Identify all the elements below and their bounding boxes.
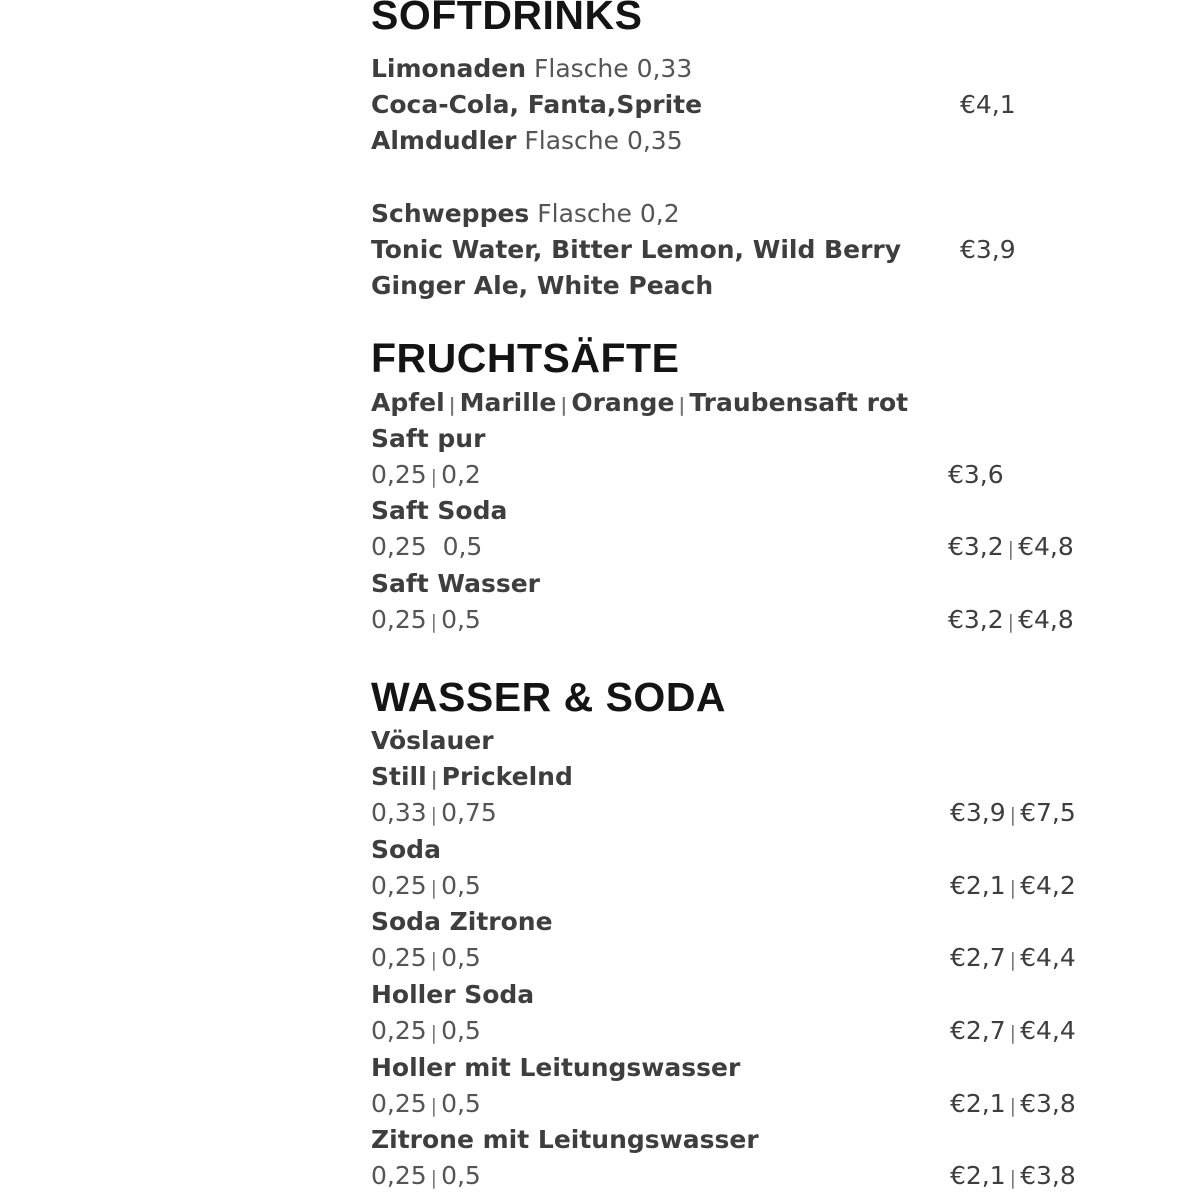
size-large: 0,2 bbox=[441, 460, 481, 489]
separator: | bbox=[430, 611, 438, 633]
size-large: 0,5 bbox=[441, 1089, 481, 1118]
size-large: 0,5 bbox=[441, 1161, 481, 1190]
separator: | bbox=[1009, 1022, 1017, 1044]
price-large: €4,2 bbox=[1020, 871, 1076, 900]
fruchtsaefte-heading: FRUCHTSÄFTE bbox=[371, 335, 680, 381]
size-large: 0,5 bbox=[441, 871, 481, 900]
size-large: 0,5 bbox=[441, 943, 481, 972]
saft-soda-prices bbox=[948, 534, 1074, 559]
holler-leitungswasser-sizes bbox=[371, 1091, 481, 1116]
still-prickelnd-line bbox=[371, 764, 573, 789]
limonaden-line bbox=[371, 56, 692, 81]
price-large: €4,4 bbox=[1020, 943, 1076, 972]
separator: | bbox=[430, 949, 438, 971]
price-small: €3,2 bbox=[948, 605, 1004, 634]
size-small: 0,25 bbox=[371, 460, 427, 489]
price-small: €3,2 bbox=[948, 532, 1004, 561]
separator: | bbox=[430, 1022, 438, 1044]
size-large: 0,5 bbox=[442, 532, 483, 561]
zitrone-leitungswasser-prices bbox=[950, 1163, 1076, 1188]
zitrone-leitungswasser-sizes bbox=[371, 1163, 481, 1188]
size-small: 0,25 bbox=[371, 943, 427, 972]
saft-wasser-prices bbox=[948, 607, 1074, 632]
coca-cola-line: Coca-Cola, Fanta,Sprite bbox=[371, 90, 703, 119]
limonaden-price: €4,1 bbox=[960, 90, 1016, 119]
price-small: €3,9 bbox=[950, 798, 1006, 827]
size-small: 0,25 bbox=[371, 605, 427, 634]
separator: | bbox=[1009, 804, 1017, 826]
separator: | bbox=[678, 394, 686, 416]
size-large: 0,75 bbox=[441, 798, 497, 827]
juice-varieties-line bbox=[371, 390, 908, 415]
price-large: €7,5 bbox=[1020, 798, 1076, 827]
holler-leitungswasser-prices bbox=[950, 1091, 1076, 1116]
saft-pur-name: Saft pur bbox=[371, 424, 486, 453]
almdudler-line bbox=[371, 128, 683, 153]
still-label: Still bbox=[371, 762, 427, 791]
saft-soda-sizes bbox=[371, 534, 482, 559]
price-large: €3,8 bbox=[1020, 1089, 1076, 1118]
separator: | bbox=[430, 877, 438, 899]
price-large: €4,8 bbox=[1018, 605, 1074, 634]
holler-soda-prices bbox=[950, 1018, 1076, 1043]
size-small: 0,25 bbox=[371, 1016, 427, 1045]
price-large: €4,8 bbox=[1018, 532, 1074, 561]
separator: | bbox=[430, 1095, 438, 1117]
saft-soda-name: Saft Soda bbox=[371, 496, 508, 525]
separator: | bbox=[1009, 1167, 1017, 1189]
wasser-soda-heading: WASSER & SODA bbox=[371, 674, 727, 720]
size-small: 0,25 bbox=[371, 532, 427, 561]
separator: | bbox=[448, 394, 456, 416]
soda-zitrone-prices bbox=[950, 945, 1076, 970]
price-small: €2,7 bbox=[950, 1016, 1006, 1045]
separator: | bbox=[430, 466, 438, 488]
limonaden-name: Limonaden bbox=[371, 54, 527, 83]
saft-wasser-sizes bbox=[371, 607, 481, 632]
almdudler-name: Almdudler bbox=[371, 126, 517, 155]
variety-traubensaft: Traubensaft rot bbox=[689, 388, 909, 417]
saft-pur-sizes bbox=[371, 462, 481, 487]
voeslauer-prices bbox=[950, 800, 1076, 825]
size-small: 0,33 bbox=[371, 798, 427, 827]
tonic-line: Tonic Water, Bitter Lemon, Wild Berry bbox=[371, 235, 902, 264]
size-large: 0,5 bbox=[441, 1016, 481, 1045]
separator: | bbox=[1007, 538, 1015, 560]
saft-wasser-name: Saft Wasser bbox=[371, 569, 541, 598]
price-small: €2,1 bbox=[950, 871, 1006, 900]
voeslauer-sizes bbox=[371, 800, 497, 825]
variety-apfel: Apfel bbox=[371, 388, 445, 417]
separator: | bbox=[1009, 949, 1017, 971]
soda-zitrone-sizes bbox=[371, 945, 481, 970]
price-large: €4,4 bbox=[1020, 1016, 1076, 1045]
size-small: 0,25 bbox=[371, 871, 427, 900]
holler-soda-name: Holler Soda bbox=[371, 980, 535, 1009]
price-large: €3,8 bbox=[1020, 1161, 1076, 1190]
ginger-line: Ginger Ale, White Peach bbox=[371, 271, 714, 300]
saft-pur-price: €3,6 bbox=[948, 460, 1004, 489]
soda-zitrone-name: Soda Zitrone bbox=[371, 907, 553, 936]
price-small: €2,1 bbox=[950, 1089, 1006, 1118]
size-small: 0,25 bbox=[371, 1089, 427, 1118]
prickelnd-label: Prickelnd bbox=[441, 762, 573, 791]
separator: | bbox=[560, 394, 568, 416]
schweppes-price: €3,9 bbox=[960, 235, 1016, 264]
soda-prices bbox=[950, 873, 1076, 898]
size-large: 0,5 bbox=[441, 605, 481, 634]
price-small: €2,1 bbox=[950, 1161, 1006, 1190]
soda-sizes bbox=[371, 873, 481, 898]
almdudler-size: Flasche 0,35 bbox=[516, 126, 683, 155]
price-small: €2,7 bbox=[950, 943, 1006, 972]
size-small: 0,25 bbox=[371, 1161, 427, 1190]
zitrone-leitungswasser-name: Zitrone mit Leitungswasser bbox=[371, 1125, 759, 1154]
schweppes-name: Schweppes bbox=[371, 199, 530, 228]
separator: | bbox=[1007, 611, 1015, 633]
holler-soda-sizes bbox=[371, 1018, 481, 1043]
soda-name: Soda bbox=[371, 835, 441, 864]
separator: | bbox=[1009, 877, 1017, 899]
schweppes-line bbox=[371, 201, 680, 226]
separator: | bbox=[430, 768, 438, 790]
limonaden-size: Flasche 0,33 bbox=[526, 54, 693, 83]
separator: | bbox=[1009, 1095, 1017, 1117]
softdrinks-heading: SOFTDRINKS bbox=[371, 0, 643, 38]
variety-marille: Marille bbox=[459, 388, 557, 417]
separator: | bbox=[430, 804, 438, 826]
holler-leitungswasser-name: Holler mit Leitungswasser bbox=[371, 1053, 741, 1082]
voeslauer-name: Vöslauer bbox=[371, 726, 494, 755]
schweppes-size: Flasche 0,2 bbox=[529, 199, 680, 228]
variety-orange: Orange bbox=[571, 388, 675, 417]
separator: | bbox=[430, 1167, 438, 1189]
